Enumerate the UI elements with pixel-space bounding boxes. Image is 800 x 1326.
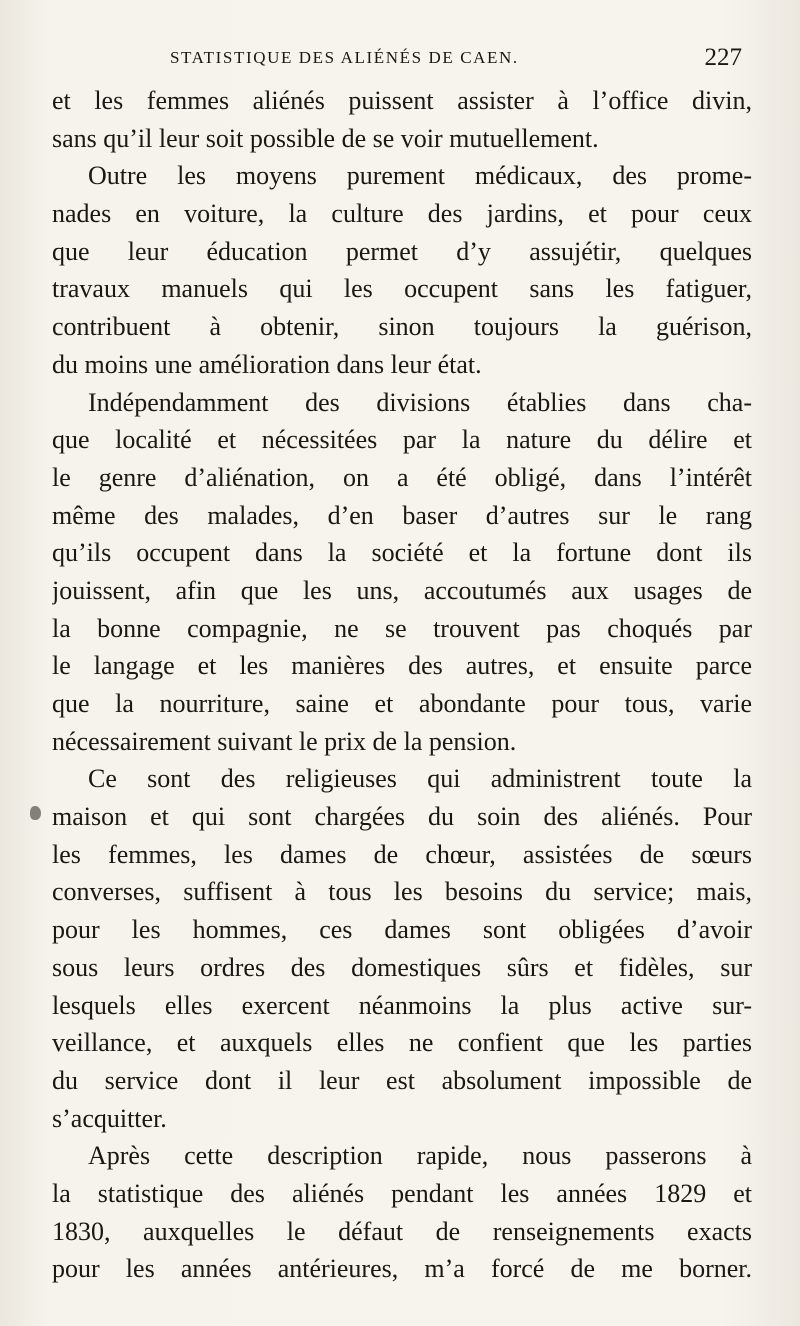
text-line: du moins une amélioration dans leur état. <box>52 349 482 379</box>
text-line: Après cette description rapide, nous passerons à <box>88 1141 752 1171</box>
text-line: lesquels elles exercent néanmoins la plus active sur- <box>52 990 752 1020</box>
text-line: sous leurs ordres des domestiques sûrs et fidèles, sur <box>52 952 752 982</box>
text-line: le genre d’aliénation, on a été obligé, dans l’intérêt <box>52 462 752 492</box>
ink-spot <box>30 806 41 820</box>
text-line: que la nourriture, saine et abondante pour tous, varie <box>52 689 752 718</box>
text-line: que leur éducation permet d’y assujétir, quelques <box>52 236 752 266</box>
text-line: Ce sont des religieuses qui administrent toute la <box>88 764 752 794</box>
text-line: même des malades, d’en baser d’autres sur le rang <box>52 500 752 530</box>
body-text <box>52 82 752 1288</box>
text-line: maison et qui sont chargées du soin des aliénés. Pour <box>52 802 752 832</box>
text-line: sans qu’il leur soit possible de se voir mutuellement. <box>52 123 599 153</box>
text-line: travaux manuels qui les occupent sans les fatiguer, <box>52 274 752 304</box>
text-line: le langage et les manières des autres, et ensuite parce <box>52 651 752 681</box>
text-line: que localité et nécessitées par la nature du délire et <box>52 425 752 455</box>
text-line: nécessairement suivant le prix de la pension. <box>52 726 517 756</box>
text-line: jouissent, afin que les uns, accoutumés aux usages de <box>52 575 752 605</box>
text-line: pour les années antérieures, m’a forcé de me borner. <box>52 1254 752 1284</box>
page-header <box>170 44 742 74</box>
text-line: et les femmes aliénés puissent assister à l’office divin, <box>52 86 752 115</box>
text-line: contribuent à obtenir, sinon toujours la guérison, <box>52 312 752 342</box>
text-line: s’acquitter. <box>52 1103 167 1133</box>
text-line: 1830, auxquelles le défaut de renseignements exacts <box>52 1216 752 1246</box>
running-head: STATISTIQUE DES ALIÉNÉS DE CAEN. <box>170 48 519 67</box>
text-line: pour les hommes, ces dames sont obligées d’avoir <box>52 915 752 945</box>
text-line: nades en voiture, la culture des jardins, et pour ceux <box>52 199 752 229</box>
text-line: du service dont il leur est absolument impossible de <box>52 1065 752 1095</box>
text-line: la bonne compagnie, ne se trouvent pas choqués par <box>52 613 752 643</box>
text-line: les femmes, les dames de chœur, assistées de sœurs <box>52 839 752 869</box>
page-number: 227 <box>704 44 742 71</box>
text-line: Outre les moyens purement médicaux, des prome- <box>88 161 752 191</box>
text-line: qu’ils occupent dans la société et la fortune dont ils <box>52 538 752 568</box>
text-line: converses, suffisent à tous les besoins du service; mais, <box>52 877 752 907</box>
text-line: Indépendamment des divisions établies dans cha- <box>88 387 752 417</box>
text-line: veillance, et auxquels elles ne confient que les parties <box>52 1028 752 1058</box>
text-line: la statistique des aliénés pendant les années 1829 et <box>52 1178 752 1208</box>
